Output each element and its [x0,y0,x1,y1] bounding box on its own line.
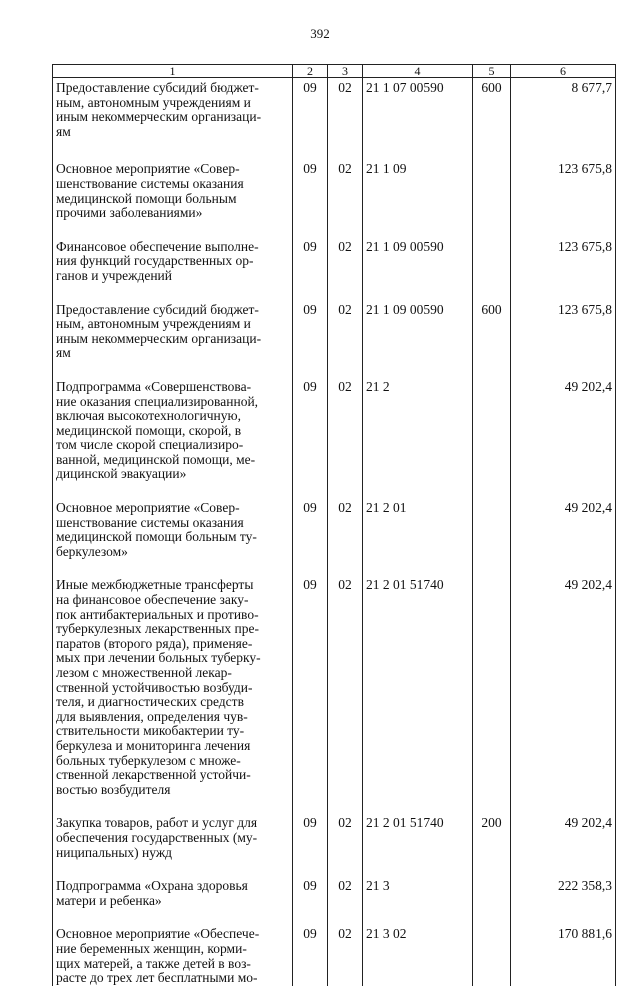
row-name-line: матери и ребенка» [56,892,162,908]
row-name-line: Подпрограмма «Охрана здоровья [56,878,248,894]
target-article-code: 21 1 09 [363,159,473,236]
amount: 49 202,4 [511,813,616,876]
amount: 170 881,6 [511,924,616,985]
subsection-code: 02 [328,377,363,498]
row-name-line: ствительности микобактерии ту- [56,723,245,739]
subsection-code: 02 [328,159,363,236]
row-name-line: мых при лечении больных туберку- [56,650,261,666]
column-header: 5 [473,65,511,78]
row-name-line: ния функций государственных ор- [56,253,254,269]
table-row [53,924,616,985]
target-article-code: 21 2 01 [363,498,473,575]
row-name-line: Основное мероприятие «Обеспече- [56,926,260,942]
row-name-line: лезом с множественной лекар- [56,665,232,680]
amount: 49 202,4 [511,575,616,813]
row-name-line: на финансовое обеспечение заку- [56,592,249,608]
target-article-code: 21 3 02 [363,924,473,985]
section-code: 09 [293,78,328,160]
row-name-line: ние оказания специализированной, [56,393,259,409]
row-name-line: туберкулезных лекарственных пре- [56,621,260,637]
amount: 222 358,3 [511,876,616,924]
budget-table [52,64,616,986]
row-name-line: ственной устойчивостью возбуди- [56,679,253,695]
table-row [53,876,616,924]
section-code: 09 [293,813,328,876]
row-name [53,575,293,813]
table-row [53,813,616,876]
row-name-line: теля, и диагностических средств [56,694,244,710]
row-name [53,498,293,575]
table-row [53,300,616,377]
page-number: 392 [310,26,330,41]
row-name-line: медицинской помощи больным [56,190,237,206]
row-name-line: расте до трех лет бесплатными мо- [56,970,258,986]
row-name [53,159,293,236]
target-article-code: 21 1 07 00590 [363,78,473,160]
row-name-line: Предоставление субсидий бюджет- [56,80,259,95]
row-name [53,924,293,985]
row-name-line: включая высокотехнологичную, [56,408,241,424]
expense-type-code: 600 [473,300,511,377]
amount: 49 202,4 [511,377,616,498]
subsection-code: 02 [328,575,363,813]
subsection-code: 02 [328,78,363,160]
section-code: 09 [293,377,328,498]
row-name-line: паратов (второго ряда), применяе- [56,635,253,651]
row-name-line: ям [56,345,71,361]
row-name-line: больных туберкулезом с множе- [56,752,241,768]
expense-type-code [473,377,511,498]
subsection-code: 02 [328,813,363,876]
expense-type-code: 200 [473,813,511,876]
row-name [53,876,293,924]
row-name-line: медицинской помощи больным ту- [56,529,257,545]
column-header: 3 [328,65,363,78]
expense-type-code [473,575,511,813]
target-article-code: 21 2 01 51740 [363,575,473,813]
row-name [53,377,293,498]
expense-type-code: 600 [473,78,511,160]
expense-type-code [473,237,511,300]
row-name-line: Предоставление субсидий бюджет- [56,301,259,317]
row-name-line: ганов и учреждений [56,267,172,283]
subsection-code: 02 [328,876,363,924]
amount: 8 677,7 [511,78,616,160]
column-header: 6 [511,65,616,78]
section-code: 09 [293,575,328,813]
row-name-line: ным, автономным учреждениям и [56,316,251,332]
row-name-line: ние беременных женщин, корми- [56,940,247,956]
target-article-code: 21 2 [363,377,473,498]
row-name-line: ниципальных) нужд [56,844,173,860]
row-name [53,813,293,876]
expense-type-code [473,924,511,985]
section-code: 09 [293,876,328,924]
column-header: 2 [293,65,328,78]
section-code: 09 [293,159,328,236]
section-code: 09 [293,300,328,377]
target-article-code: 21 1 09 00590 [363,237,473,300]
section-code: 09 [293,498,328,575]
expense-type-code [473,498,511,575]
row-name-line: дицинской эвакуации» [56,466,187,482]
row-name-line: для выявления, определения чув- [56,708,248,724]
row-name-line: Иные межбюджетные трансферты [56,577,254,593]
row-name [53,237,293,300]
row-name-line: беркулеза и мониторинга лечения [56,737,251,753]
row-name [53,300,293,377]
table-row [53,159,616,236]
row-name-line: обеспечения государственных (му- [56,829,258,845]
amount: 123 675,8 [511,300,616,377]
table-row [53,78,616,160]
row-name-line: Закупка товаров, работ и услуг для [56,815,258,831]
table-row [53,237,616,300]
column-header: 4 [363,65,473,78]
row-name-line: беркулезом» [56,543,128,559]
row-name-line: Основное мероприятие «Совер- [56,161,240,177]
row-name-line: востью возбудителя [56,781,171,797]
amount: 123 675,8 [511,159,616,236]
table-row [53,575,616,813]
row-name-line: шенствование системы оказания [56,514,244,530]
expense-type-code [473,159,511,236]
column-header: 1 [53,65,293,78]
row-name-line: ным, автономным учреждениям и [56,94,251,110]
row-name [53,78,293,160]
row-name-line: Финансовое обеспечение выполне- [56,238,259,254]
target-article-code: 21 3 [363,876,473,924]
subsection-code: 02 [328,924,363,985]
target-article-code: 21 2 01 51740 [363,813,473,876]
table-row [53,498,616,575]
subsection-code: 02 [328,237,363,300]
row-name-line: шенствование системы оказания [56,175,244,191]
row-name-line: ям [56,123,71,139]
row-name-line: том числе скорой специализиро- [56,437,244,453]
row-name-line: медицинской помощи, скорой, в [56,422,242,438]
amount: 49 202,4 [511,498,616,575]
section-code: 09 [293,237,328,300]
expense-type-code [473,876,511,924]
row-name-line: ственной лекарственной устойчи- [56,767,251,783]
target-article-code: 21 1 09 00590 [363,300,473,377]
table-row [53,377,616,498]
amount: 123 675,8 [511,237,616,300]
section-code: 09 [293,924,328,985]
row-name-line: иным некоммерческим организаци- [56,330,262,346]
row-name-line: Основное мероприятие «Совер- [56,500,240,516]
row-name-line: пок антибактериальных и противо- [56,606,259,622]
row-name-line: ванной, медицинской помощи, ме- [56,451,256,467]
subsection-code: 02 [328,300,363,377]
subsection-code: 02 [328,498,363,575]
row-name-line: иным некоммерческим организаци- [56,109,262,125]
row-name-line: Подпрограмма «Совершенствова- [56,378,252,394]
column-header-row [53,65,616,78]
row-name-line: щих матерей, а также детей в воз- [56,955,251,971]
row-name-line: прочими заболеваниями» [56,205,203,221]
